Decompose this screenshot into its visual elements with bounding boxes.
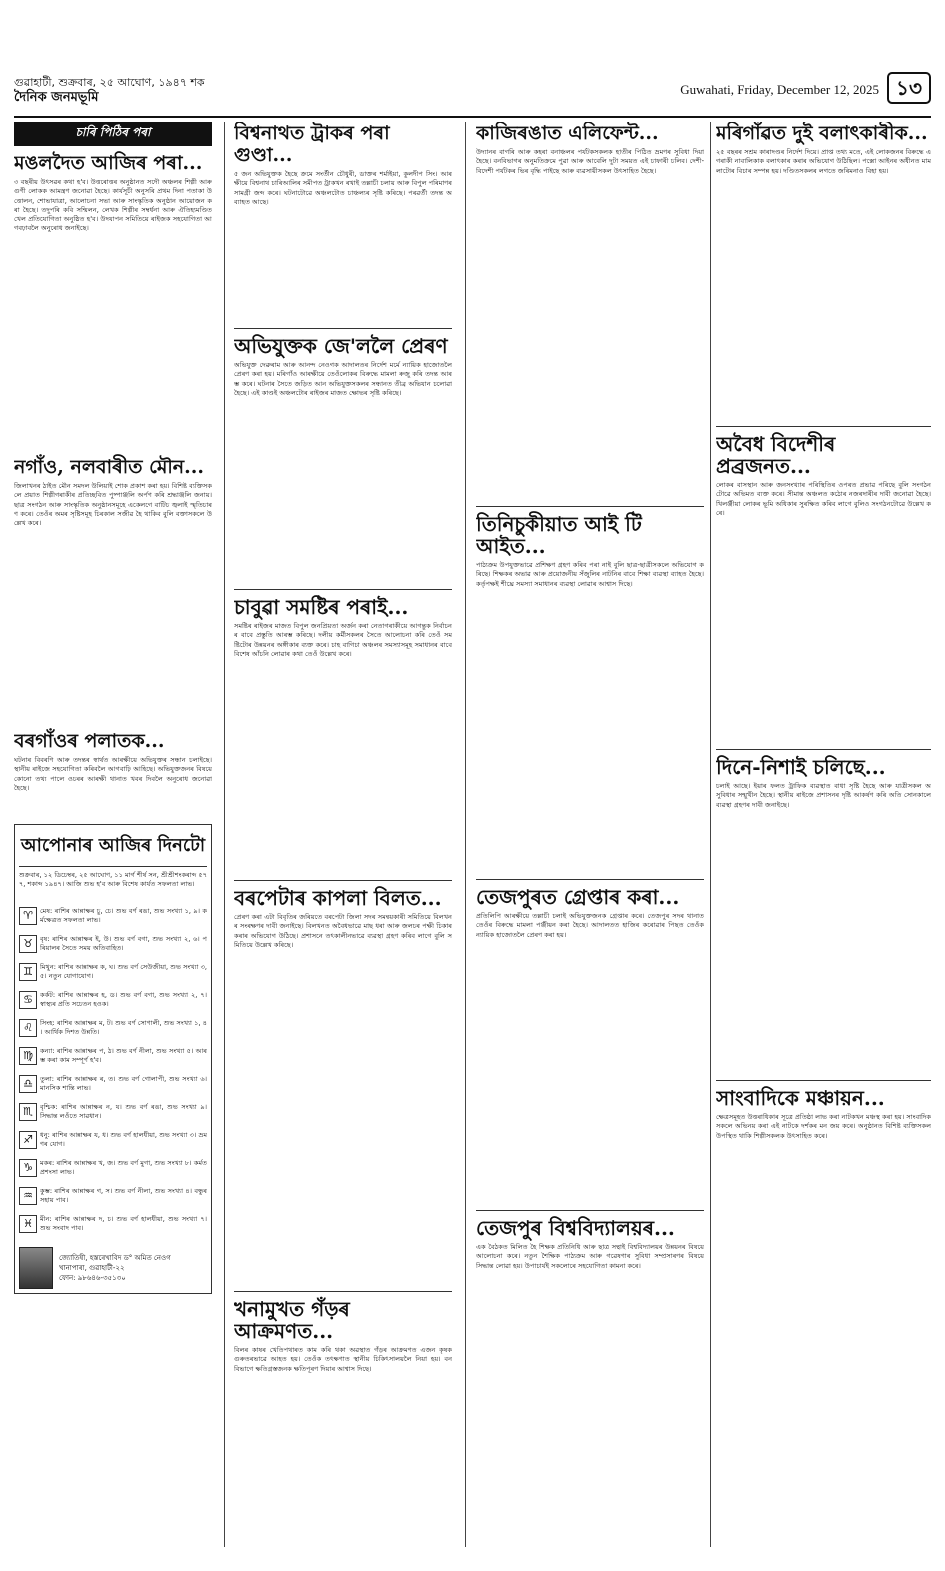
- horoscope-item: [19, 1159, 207, 1185]
- article-body: উদ্যানৰ বাগৰি আৰু কহৰা বনাঞ্চলৰ পৰ্যটকসকলক হাতীৰ পিঠিত ভ্ৰমণৰ সুবিধা দিয়া হৈছে। বনবিভাগৰ অনুমতিক্ৰমে পুৱা আৰু আবেলি দুটা সময়ত এই চাফাৰী চলিব। দেশী-বিদেশী পৰ্যটকৰ ভিৰ বৃদ্ধি পাইছে আৰু ব্যৱসায়ীসকল উৎসাহিত হৈছে।: [476, 148, 704, 175]
- zodiac-icon: ♓: [19, 1215, 37, 1233]
- article-headline: কাজিৰঙাত এলিফেন্ট...: [476, 122, 659, 144]
- article-body: অভিযুক্ত দেৱুৰাম আৰু আনন্দ নেওগক আদালতৰ নিৰ্দেশ মৰ্মে ন্যায়িক হাজোতলৈ প্ৰেৰণ কৰা হয়। মৰিগাঁও আৰক্ষীয়ে তেওঁলোকৰ বিৰুদ্ধে মামলা ৰুজু কৰি তদন্ত আৰম্ভ কৰে। ঘটনাৰ সৈতে জড়িত আন অভিযুক্তসকলৰ সন্ধানত তীব্ৰ অভিযান চলোৱা হৈছে। এই কাণ্ডই অঞ্চলটোৰ ৰাইজৰ মাজত ক্ষোভৰ সৃষ্টি কৰিছে।: [234, 361, 452, 397]
- zodiac-icon: ♐: [19, 1131, 37, 1149]
- article-body: জিলাখনৰ ঠাইত মৌন সমদল উলিয়াই শোক প্ৰকাশ কৰা হয়। বিশিষ্ট ব্যক্তিসকলে প্ৰয়াত শিল্পীগৰাকীৰ প্ৰতিচ্ছবিত পুষ্পাঞ্জলি অৰ্পণ কৰি শ্ৰদ্ধাঞ্জলি জনায়। ছাত্ৰ সংগঠন আৰু সাংস্কৃতিক অনুষ্ঠানসমূহে একেলগে বাটিচ জ্বলাই স্মৃতিচাৰণ কৰে। তেওঁৰ অমৰ সৃষ্টিসমূহ চিৰকাল সজীৱ হৈ থাকিব বুলি বক্তাসকলে উল্লেখ কৰে।: [14, 482, 212, 528]
- horoscope-text: বৃশ্চিক: ৰাশিৰ আন্নাক্ষৰ ন, য। শুভ বৰ্ণ ৰঙা, শুভ সংখ্যা ৯। সিদ্ধান্ত লওঁতে সাৱধান।: [40, 1103, 207, 1121]
- article-headline: খনামুখত গঁড়ৰ আক্ৰমণত...: [234, 1297, 350, 1343]
- article-headline: বৰপেটাৰ কাপলা বিলত...: [234, 886, 442, 910]
- horoscope-item: [19, 1215, 207, 1241]
- horoscope-item: [19, 907, 207, 933]
- article-journalists-stage: [716, 1087, 931, 1547]
- astrologer-photo: [19, 1247, 53, 1289]
- article-headline: তেজপুৰত গ্ৰেপ্তাৰ কৰা...: [476, 885, 680, 909]
- article-khanamukh: [234, 1298, 452, 1546]
- article-headline: চাবুৱা সমষ্টিৰ পৰাই...: [234, 595, 409, 619]
- column-divider: [465, 122, 466, 1547]
- zodiac-icon: ♈: [19, 907, 37, 925]
- article-day-night: [716, 756, 931, 1072]
- article-barpeta: [234, 887, 452, 1283]
- article-body: ২৫ বছৰৰ সশ্ৰম কাৰাদণ্ডৰ নিৰ্দেশ দিয়ে। প্ৰাপ্ত তথ্য মতে, এই লোকজনৰ বিৰুদ্ধে এগৰাকী নাবালিকাক বলাৎকাৰ কৰাৰ অভিযোগ উঠিছিল। পক্সো আইনৰ অধীনত মামলাটোৰ বিচাৰ সম্পন্ন হয়। দণ্ডিতসকলৰ লগতে জৰিমনাও বিহা হয়।: [716, 148, 931, 175]
- column-2: [234, 122, 452, 1547]
- article-borgaon: [14, 730, 212, 816]
- article-headline: বৰগাঁওৰ পলাতক...: [14, 730, 165, 752]
- newspaper-brand: দৈনিক জনমভূমি: [14, 90, 99, 105]
- horoscope-item: [19, 1103, 207, 1129]
- article-chabua: [234, 596, 452, 872]
- column-divider: [224, 122, 225, 1547]
- horoscope-text: কুম্ভ: ৰাশিৰ আন্নাক্ষৰ গ, স। শুভ বৰ্ণ নীলা, শুভ সংখ্যা ৪। বন্ধুৰ সহায় পাব।: [40, 1187, 207, 1205]
- article-body: ঘটনাৰ বিবৰণি আৰু তদন্তৰ স্বাৰ্থত আৰক্ষীয়ে অভিযুক্তৰ সন্ধান চলাইছে। স্থানীয় ৰাইজে সহযোগিতা কৰিবলৈ আগবাঢ়ি আহিছে। অভিযুক্তজনৰ বিষয়ে কোনো তথ্য পালে ওচৰৰ আৰক্ষী থানাত খবৰ দিবলৈ অনুৰোধ জনোৱা হৈছে।: [14, 756, 212, 792]
- horoscope-item: [19, 1047, 207, 1073]
- horoscope-text: মীন: ৰাশিৰ আন্নাক্ষৰ দ, চ। শুভ বৰ্ণ হালধীয়া, শুভ সংখ্যা ৭। শুভ সংবাদ পাব।: [40, 1215, 207, 1233]
- article-mangaldoi: [14, 152, 212, 448]
- zodiac-icon: ♒: [19, 1187, 37, 1205]
- article-headline: মৰিগাঁৱত দুই বলাৎকাৰীক...: [716, 122, 928, 144]
- page-header: [14, 74, 931, 104]
- article-body: ৩ বছৰীয় উৎসৱৰ কথা হ'ব। উত্তৰোত্তৰ অনুষ্ঠানত সদৌ অঞ্চলৰ শিল্পী আৰু গুণী লোকক আমন্ত্ৰণ জনোৱা হৈছে। কাৰ্যসূচী অনুসৰি প্ৰথম দিনা পতাকা উত্তোলন, শোভাযাত্ৰা, আলোচনা সভা আৰু সাংস্কৃতিক অনুষ্ঠান আয়োজন কৰা হৈছে। তদুপৰি কবি সন্মিলন, লেখক শিল্পীৰ সম্বৰ্ধনা আৰু ঐতিহ্যমণ্ডিত খেল প্ৰতিযোগিতা অনুষ্ঠিত হ'ব। উদযাপন সমিতিয়ে ৰাইজক সহযোগিতা আগবঢ়াবলৈ অনুৰোধ জনাইছে।: [14, 178, 212, 233]
- horoscope-item: [19, 1187, 207, 1213]
- zodiac-icon: ♑: [19, 1159, 37, 1177]
- column-4: [716, 122, 931, 1547]
- horoscope-text: কন্যা: ৰাশিৰ আন্নাক্ষৰ প, ঠ। শুভ বৰ্ণ নীলা, শুভ সংখ্যা ৫। আৰম্ভ কৰা কাম সম্পূৰ্ণ হ'ব।: [40, 1047, 207, 1065]
- horoscope-text: সিংহ: ৰাশিৰ আন্নাক্ষৰ ম, ট। শুভ বৰ্ণ সোণালী, শুভ সংখ্যা ১, ৪। আৰ্থিক দিশত উন্নতি।: [40, 1019, 207, 1037]
- article-body: চলাই আছে। ইয়াৰ ফলত ট্ৰাফিক ব্যৱস্থাত বাধা সৃষ্টি হৈছে আৰু যাত্ৰীসকল অসুবিধাৰ সন্মুখীন হৈছে। স্থানীয় ৰাইজে প্ৰশাসনৰ দৃষ্টি আকৰ্ষণ কৰি অতি সোনকালে ব্যৱস্থা গ্ৰহণৰ দাবী জনাইছে।: [716, 782, 931, 809]
- horoscope-text: মিথুন: ৰাশিৰ আন্নাক্ষৰ ক, ঘ। শুভ বৰ্ণ সেউজীয়া, শুভ সংখ্যা ৩, ৫। নতুন যোগাযোগ।: [40, 963, 207, 981]
- article-body: প্ৰতিলিপি আৰক্ষীয়ে তল্লাচী চলাই অভিযুক্তজনক গ্ৰেপ্তাৰ কৰে। তেজপুৰ সদৰ থানাত তেওঁৰ বিৰুদ্ধে মামলা পঞ্জীয়ন কৰা হৈছে। আদালতত হাজিৰ কৰোৱাৰ পিছত তেওঁক ন্যায়িক হাজোতলৈ প্ৰেৰণ কৰা হয়।: [476, 912, 704, 939]
- header-date-english: Guwahati, Friday, December 12, 2025: [680, 82, 879, 97]
- article-headline: মঙলদৈত আজিৰ পৰা...: [14, 152, 203, 174]
- article-body: ক্ষেত্ৰসমূহত উত্তৰাধিকাৰ সূত্ৰে প্ৰতিষ্ঠা লাভ কৰা নাটকখন মঞ্চস্থ কৰা হয়। সাংবাদিকসকলে অভিনয় কৰা এই নাটকে দৰ্শকৰ মন জয় কৰে। অনুষ্ঠানত বিশিষ্ট ব্যক্তিসকল উপস্থিত থাকি শিল্পীসকলক উৎসাহিত কৰে।: [716, 1113, 931, 1140]
- horoscope-text: মেষ: ৰাশিৰ আন্নাক্ষৰ চু, চে। শুভ বৰ্ণ ৰঙা, শুভ সংখ্যা ১, ৯। কৰ্মক্ষেত্ৰত সফলতা লাভ।: [40, 907, 207, 925]
- article-tinsukia-iti: [476, 513, 704, 871]
- horoscope-item: [19, 991, 207, 1017]
- article-body: সমষ্টিৰ ৰাইজৰ মাজত বিপুল জনপ্ৰিয়তা অৰ্জন কৰা নেতাগৰাকীয়ে আগন্তুক নিৰ্বাচনৰ বাবে প্ৰস্তুতি আৰম্ভ কৰিছে। দলীয় কৰ্মীসকলৰ সৈতে আলোচনা কৰি তেওঁ সমষ্টিটোৰ উন্নয়নৰ অঙ্গীকাৰ ব্যক্ত কৰে। চাহ বাগিচা অঞ্চলৰ সমস্যাসমূহ সমাধানৰ বাবে বিশেষ আঁচনি লোৱাৰ কথা তেওঁ উল্লেখ কৰে।: [234, 622, 452, 658]
- column-1: [14, 122, 212, 1547]
- header-rule: [14, 116, 931, 118]
- horoscope-item: [19, 1131, 207, 1157]
- article-body: প্ৰেৰণ কৰা এটা বিবৃতিৰ জৰিয়তে বৰপেটা জিলা সদৰ সমন্বয়কাৰী সমিতিয়ে বিলখনৰ সংৰক্ষণৰ দাবী জনাইছে। বিলখনত অবৈধভাৱে মাছ ধৰা আৰু জলচৰ পক্ষী চিকাৰ কৰাৰ অভিযোগ উঠিছে। প্ৰশাসনে তৎকালীনভাৱে ব্যৱস্থা গ্ৰহণ কৰিব লাগে বুলি সমিতিয়ে উল্লেখ কৰিছে।: [234, 913, 452, 949]
- article-morigaon: [716, 122, 931, 418]
- zodiac-icon: ♏: [19, 1103, 37, 1121]
- astrologer-address: খানাপাৰা, গুৱাহাটী-২২: [59, 1264, 125, 1272]
- horoscope-item: [19, 1019, 207, 1045]
- article-headline: নগাঁও, নলবাৰীত মৌন...: [14, 456, 204, 478]
- article-foreigners: [716, 433, 931, 741]
- article-body: পাঠ্যক্ৰম উপযুক্তভাৱে প্ৰশিক্ষণ গ্ৰহণ কৰিব পৰা নাই বুলি ছাত্ৰ-ছাত্ৰীসকলে অভিযোগ কৰিছে। শিক্ষকৰ অভাৱ আৰু প্ৰয়োজনীয় সঁজুলিৰ নাটনিৰ বাবে শিক্ষা ব্যৱস্থা ব্যাহত হৈছে। কৰ্তৃপক্ষই শীঘ্ৰে সমস্যা সমাধানৰ ব্যৱস্থা লোৱাৰ আশ্বাস দিছে।: [476, 561, 704, 588]
- horoscope-intro: শুক্ৰবাৰ, ১২ ডিচেম্বৰ, ২৫ আঘোণ, ১১ মাৰ্গ শীৰ্ষ সন, শ্ৰীশ্ৰীশংকৰাব্দ ৫৭৭, শকাব্দ ১৯৪৭। আজি শুভ হ'ব আৰু বিশেষ কাৰ্যত সফলতা লাভ।: [19, 871, 207, 889]
- article-body: বিলৰ কাষৰ খেতিপথাৰত কাম কৰি থকা অৱস্থাত গঁড়ৰ আক্ৰমণত এজন কৃষক গুৰুতৰভাৱে আহত হয়। তেওঁক তৎক্ষণাত স্থানীয় চিকিৎসালয়লৈ নিয়া হয়। বন বিভাগে ক্ষতিগ্ৰস্তজনক ক্ষতিপূৰণ দিয়াৰ আশ্বাস দিছে।: [234, 1346, 452, 1373]
- article-tezpur-arrest: [476, 886, 704, 1202]
- article-kaziranga: [476, 122, 704, 498]
- horoscope-text: বৃষ: ৰাশিৰ আন্নাক্ষৰ ই, উ। শুভ বৰ্ণ বগা, শুভ সংখ্যা ২, ৬। পৰিয়ালৰ সৈতে সময় অতিবাহিত।: [40, 935, 207, 953]
- article-headline: তেজপুৰ বিশ্ববিদ্যালয়ৰ...: [476, 1216, 675, 1240]
- astrologer-phone: ফোন: ৯৮৬৪৬-৩৫১৩০: [59, 1274, 126, 1282]
- astrologer-name: জ্যোতিষী, হস্তৰেখাবিদ ড° অমিত নেওগ: [59, 1254, 171, 1262]
- article-body: এক বৈঠকত মিলিত হৈ শিক্ষক প্ৰতিনিধি আৰু ছাত্ৰ সন্থাই বিশ্ববিদ্যালয়ৰ উন্নয়নৰ বিষয়ে আলোচনা কৰে। নতুন শৈক্ষিক পাঠ্যক্ৰম আৰু গৱেষণাৰ সুবিধা সম্প্ৰসাৰণৰ বিষয়ে সিদ্ধান্ত লোৱা হয়। উপাচাৰ্যই সকলোৰে সহযোগিতা কামনা কৰে।: [476, 1243, 704, 1270]
- column-3: [476, 122, 704, 1547]
- zodiac-icon: ♌: [19, 1019, 37, 1037]
- article-jail: [234, 335, 452, 581]
- article-headline: তিনিচুকীয়াত আই টি আইত...: [476, 512, 642, 558]
- zodiac-icon: ♊: [19, 963, 37, 981]
- horoscope-list: [19, 907, 207, 1241]
- article-headline: অবৈধ বিদেশীৰ প্ৰব্ৰজনত...: [716, 432, 836, 478]
- zodiac-icon: ♋: [19, 991, 37, 1009]
- horoscope-item: [19, 963, 207, 989]
- astrologer-credit: [19, 1247, 207, 1289]
- zodiac-icon: ♉: [19, 935, 37, 953]
- article-headline: বিশ্বনাথত ট্ৰাকৰ পৰা গুণ্ডা...: [234, 122, 390, 166]
- horoscope-text: তুলা: ৰাশিৰ আন্নাক্ষৰ ৰ, ত। শুভ বৰ্ণ গোলাপী, শুভ সংখ্যা ৬। মানসিক শান্তি লাভ।: [40, 1075, 207, 1093]
- article-tezpur-university: [476, 1217, 704, 1513]
- horoscope-text: কৰ্কট: ৰাশিৰ আন্নাক্ষৰ হ, ড। শুভ বৰ্ণ বগা, শুভ সংখ্যা ২, ৭। স্বাস্থ্যৰ প্ৰতি সচেতন হওক।: [40, 991, 207, 1009]
- article-body: ৫ জন অভিযুক্তক হৈছে ক্ৰমে সংৰ্তীন চৌধুৰী, ডাক্তৰ শৰ্মাইয়া, কুলদীপ সিং। আৰক্ষীয়ে বিশ্বনাথ চাৰিআলিৰ সমীপত ট্ৰাকখন ৰখাই তল্লাচী চলায় আৰু বিপুল পৰিমাণৰ সামগ্ৰী জব্দ কৰে। ঘটনাটোৱে অঞ্চলটোত চাঞ্চল্যৰ সৃষ্টি কৰিছে। পৰৱৰ্তী তদন্ত অব্যাহত আছে।: [234, 170, 452, 206]
- horoscope-item: [19, 935, 207, 961]
- zodiac-icon: ♍: [19, 1047, 37, 1065]
- article-biswanath: [234, 122, 452, 320]
- article-headline: দিনে-নিশাই চলিছে...: [716, 755, 886, 779]
- page-number: ১৩: [887, 72, 931, 104]
- article-headline: অভিযুক্তক জে'ললৈ প্ৰেৰণ: [234, 334, 448, 358]
- horoscope-item: [19, 1075, 207, 1101]
- header-date-assamese: গুৱাহাটী, শুক্ৰবাৰ, ২৫ আঘোণ, ১৯৪৭ শক: [14, 76, 205, 89]
- horoscope-title: আপোনাৰ আজিৰ দিনটো: [19, 829, 207, 867]
- horoscope-box: [14, 824, 212, 1294]
- column-divider: [710, 122, 711, 1547]
- zodiac-icon: ♎: [19, 1075, 37, 1093]
- horoscope-text: ধনু: ৰাশিৰ আন্নাক্ষৰ য, ধ। শুভ বৰ্ণ হালধীয়া, শুভ সংখ্যা ৩। ভ্ৰমণৰ যোগ।: [40, 1131, 207, 1149]
- article-body: লোকৰ বাসস্থান আৰু জনসংখ্যাৰ পৰিস্থিতিৰ ওপৰত প্ৰভাৱ পৰিছে বুলি সংগঠনটোৱে অভিমত ব্যক্ত কৰে। সীমান্ত অঞ্চলত কঠোৰ নজৰদাৰীৰ দাবী জনোৱা হৈছে। খিলঞ্জীয়া লোকৰ ভূমি অধিকাৰ সুৰক্ষিত কৰিব লাগে বুলিও সংগঠনটোৱে উল্লেখ কৰে।: [716, 481, 931, 517]
- section-kicker: চাৰি পিঠিৰ পৰা: [14, 122, 212, 146]
- horoscope-text: মকৰ: ৰাশিৰ আন্নাক্ষৰ খ, জ। শুভ বৰ্ণ মুগা, শুভ সংখ্যা ৮। কৰ্মত প্ৰশংসা লাভ।: [40, 1159, 207, 1177]
- article-nagaon: [14, 456, 212, 722]
- article-headline: সাংবাদিকে মঞ্চায়ন...: [716, 1086, 885, 1110]
